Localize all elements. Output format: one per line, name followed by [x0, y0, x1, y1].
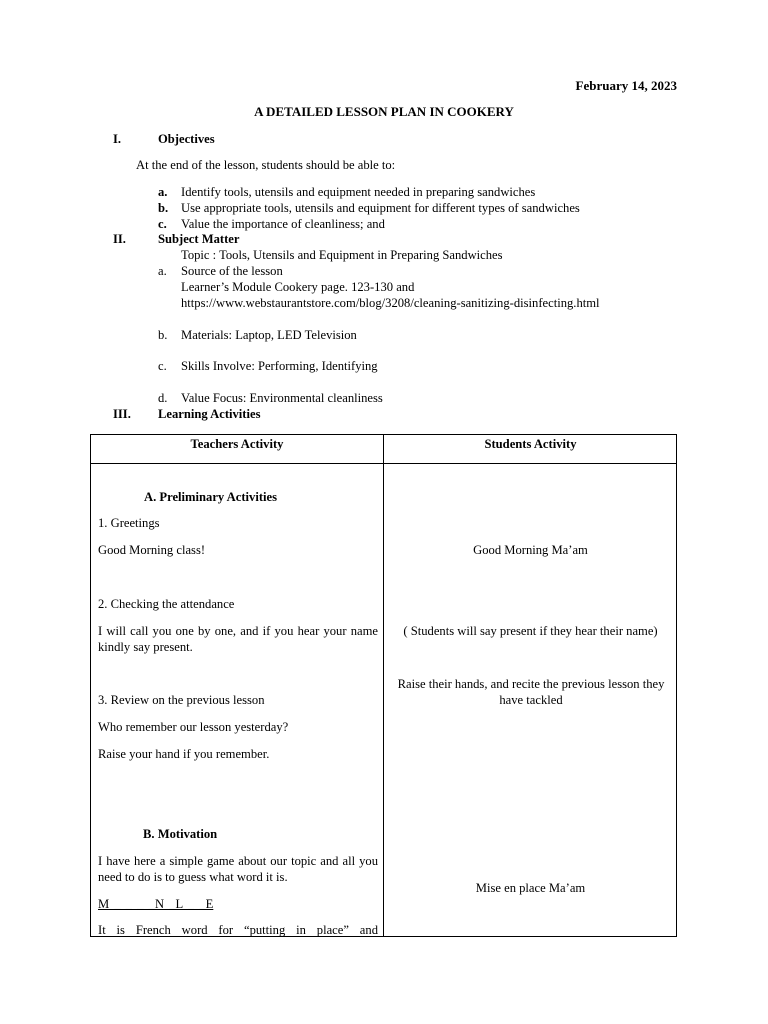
objective-letter-c: c. [158, 217, 167, 231]
objectives-heading: Objectives [158, 132, 215, 146]
puzzle-clue: It is French word for “putting in place” and [98, 923, 378, 937]
objectives-number: I. [113, 132, 122, 146]
greetings-label: 1. Greetings [98, 516, 160, 530]
review-question-2: Raise your hand if you remember. [98, 747, 270, 761]
motivation-text: I have here a simple game about our topic and all you need to do is to guess what word it is. [98, 854, 378, 884]
source-url: https://www.webstaurantstore.com/blog/3208/cleaning-sanitizing-disinfecting.html [181, 296, 600, 310]
learning-activities-number: III. [113, 407, 131, 421]
value-text: Value Focus: Environmental cleanliness [181, 391, 383, 405]
greeting-reply: Good Morning Ma’am [473, 543, 588, 557]
skills-text: Skills Involve: Performing, Identifying [181, 359, 378, 373]
review-label: 3. Review on the previous lesson [98, 693, 265, 707]
attendance-label: 2. Checking the attendance [98, 597, 235, 611]
objectives-intro: At the end of the lesson, students should be able to: [136, 158, 396, 172]
materials-letter: b. [158, 328, 168, 342]
materials-text: Materials: Laptop, LED Television [181, 328, 357, 342]
objective-letter-b: b. [158, 201, 169, 215]
motivation-heading: B. Motivation [143, 827, 218, 841]
document-title: A DETAILED LESSON PLAN IN COOKERY [254, 104, 514, 119]
source-label: Source of the lesson [181, 264, 283, 278]
lesson-date: February 14, 2023 [575, 78, 677, 93]
preliminary-activities-heading: A. Preliminary Activities [144, 490, 278, 504]
learning-activities-heading: Learning Activities [158, 407, 261, 421]
objective-text-a: Identify tools, utensils and equipment needed in preparing sandwiches [181, 185, 536, 199]
subject-matter-heading: Subject Matter [158, 232, 240, 246]
review-reply: Raise their hands, and recite the previous lesson they have tackled [397, 677, 665, 707]
review-question-1: Who remember our lesson yesterday? [98, 720, 289, 734]
word-puzzle: M _ _ _ _N _L _ _E [98, 897, 214, 911]
teachers-activity-header: Teachers Activity [190, 437, 284, 451]
objective-text-c: Value the importance of cleanliness; and [181, 217, 385, 231]
greetings-text: Good Morning class! [98, 543, 206, 557]
activities-table [90, 434, 677, 937]
objective-letter-a: a. [158, 185, 168, 199]
students-activity-header: Students Activity [484, 437, 577, 451]
skills-letter: c. [158, 359, 167, 373]
subject-matter-number: II. [113, 232, 126, 246]
attendance-reply: ( Students will say present if they hear their name) [403, 624, 658, 638]
motivation-reply: Mise en place Ma’am [475, 881, 586, 895]
attendance-text: I will call you one by one, and if you hear your name kindly say present. [98, 624, 378, 654]
source-module: Learner’s Module Cookery page. 123-130 and [181, 280, 415, 294]
value-letter: d. [158, 391, 168, 405]
source-letter: a. [158, 264, 167, 278]
table-column-divider [383, 435, 384, 936]
objective-text-b: Use appropriate tools, utensils and equipment for different types of sandwiches [181, 201, 580, 215]
subject-topic: Topic : Tools, Utensils and Equipment in Preparing Sandwiches [181, 248, 503, 262]
